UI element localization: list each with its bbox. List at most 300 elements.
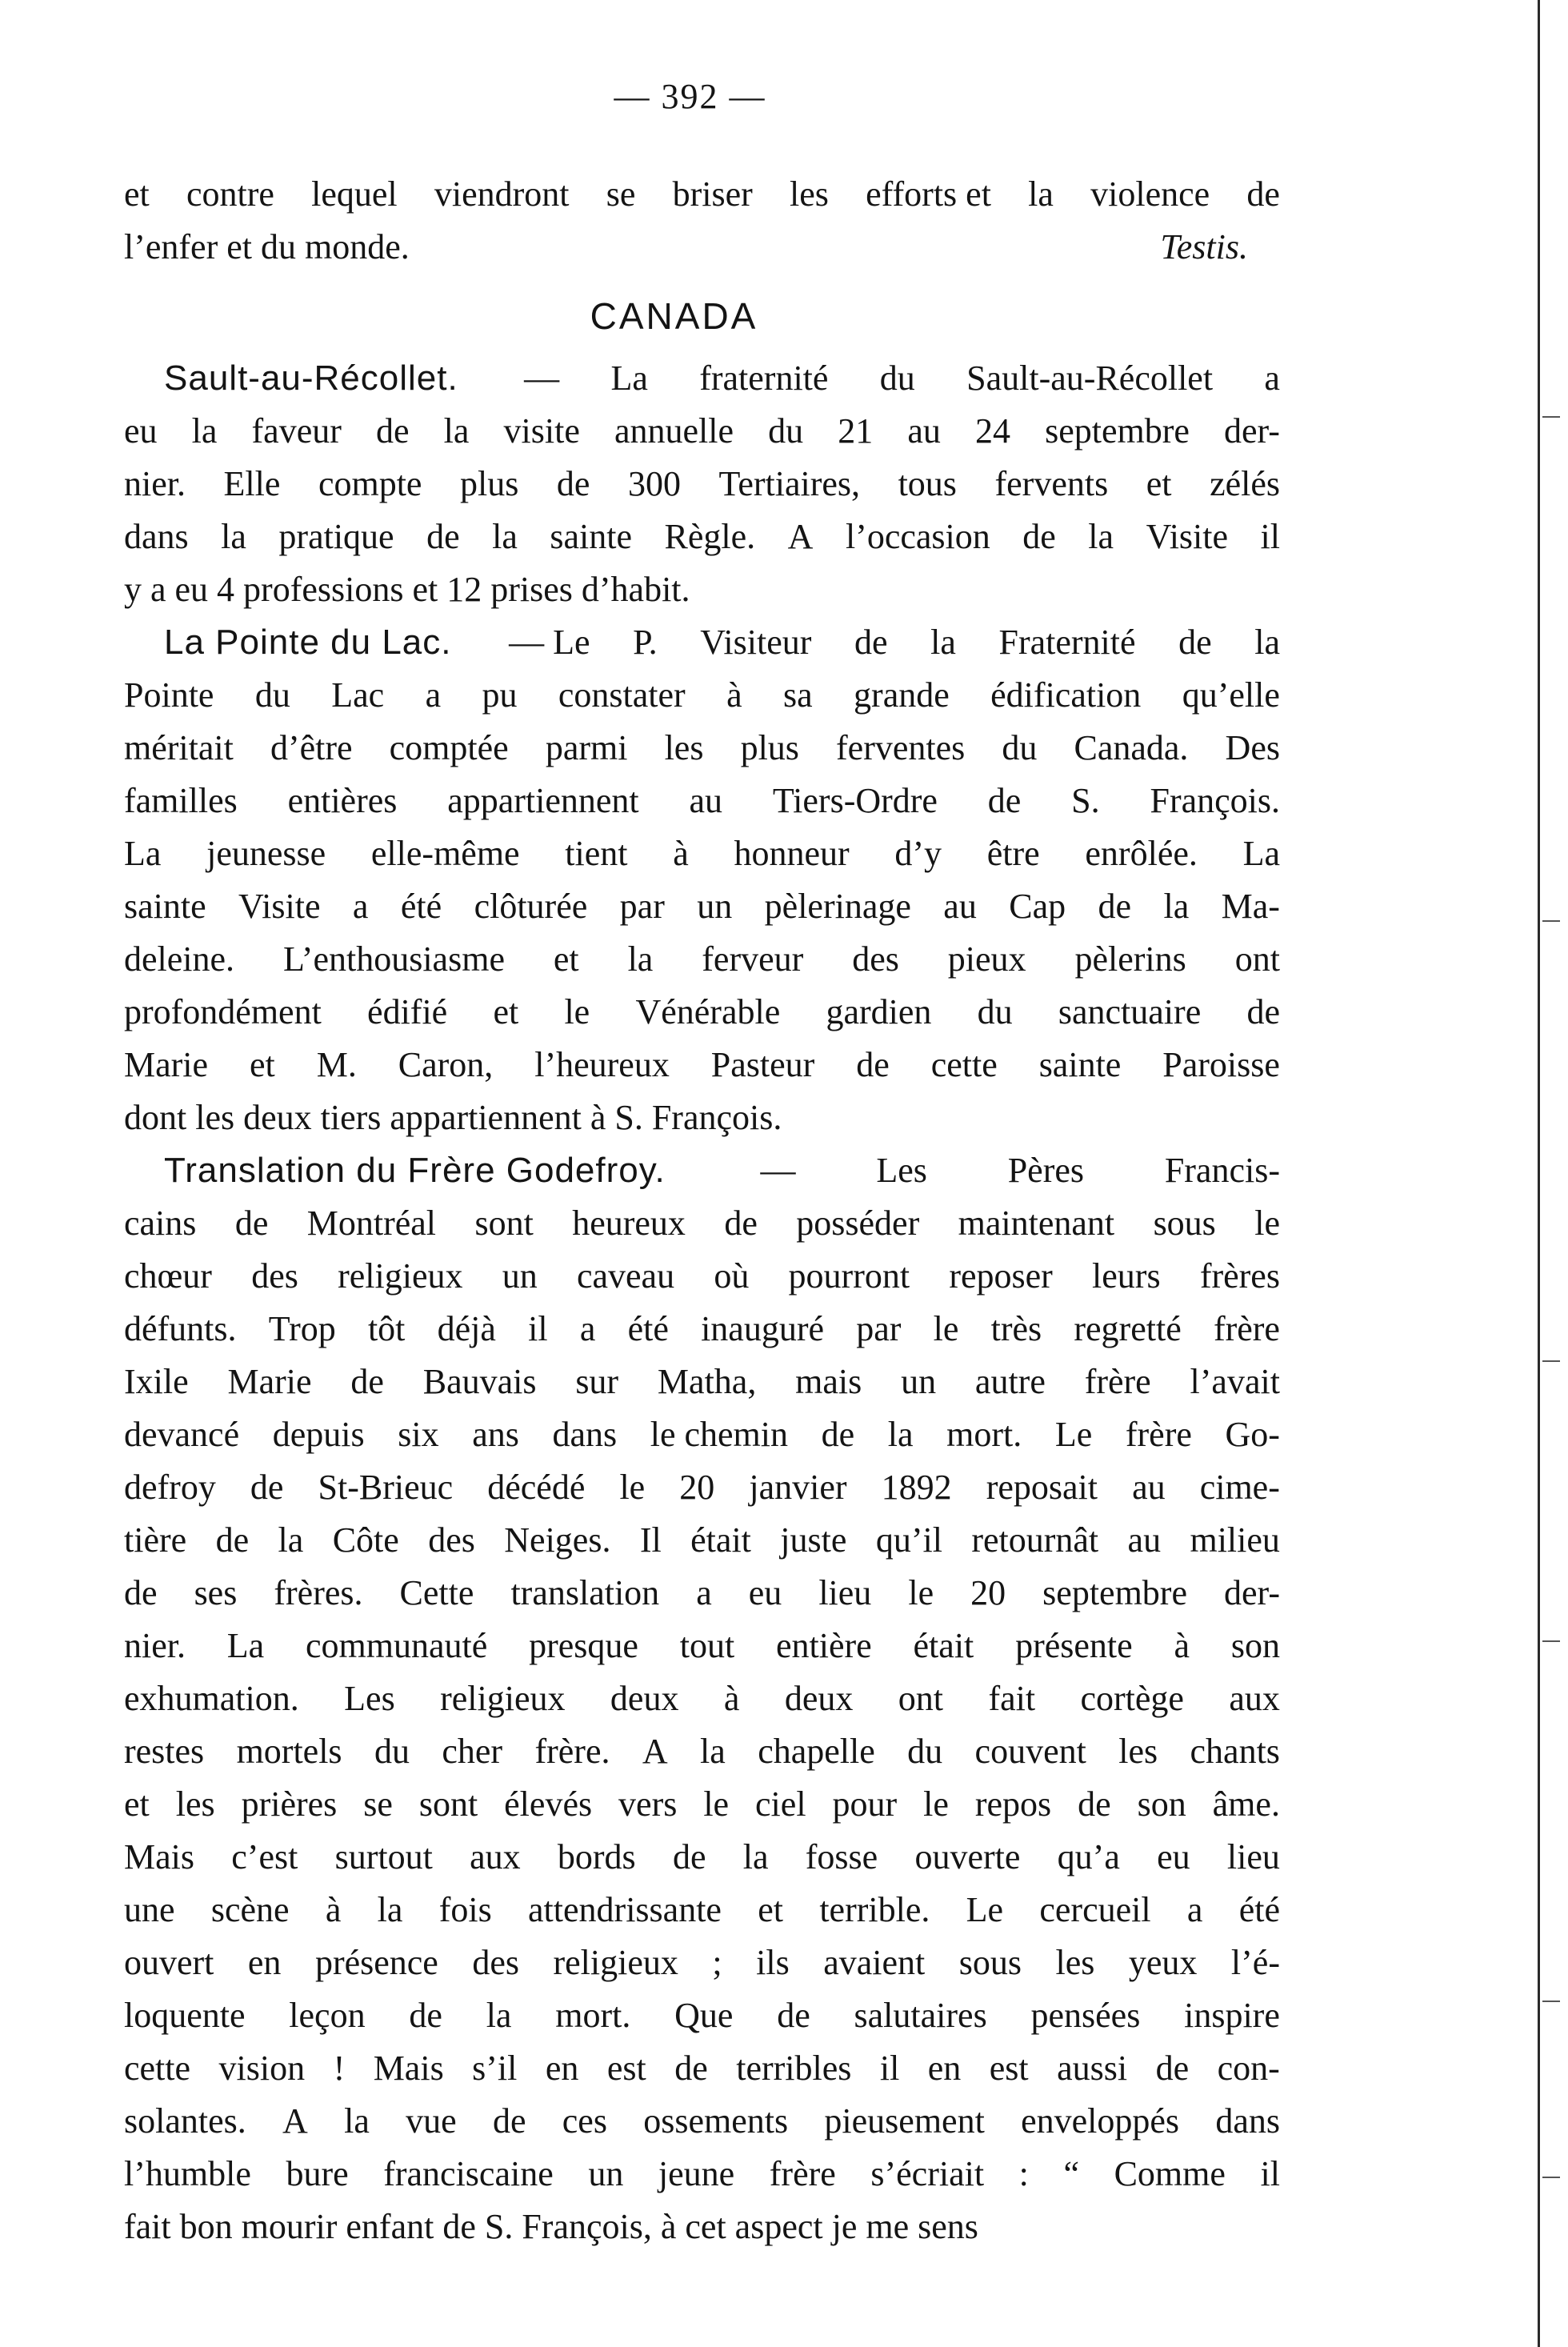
word: L’enthousiasme — [282, 939, 505, 979]
word: efforts et — [866, 174, 991, 214]
word: Pasteur — [710, 1045, 815, 1084]
word: exhumation. — [124, 1679, 299, 1718]
word: constater — [558, 675, 686, 715]
word: de — [215, 1520, 250, 1560]
word: Les — [876, 1151, 927, 1190]
text-line — [124, 1408, 1280, 1461]
word: était — [690, 1520, 751, 1560]
word: retournât — [971, 1520, 1099, 1560]
word: pieux — [947, 939, 1026, 979]
word: à — [325, 1890, 342, 1929]
word: méritait — [124, 728, 234, 767]
word: plus — [460, 464, 519, 503]
word: tière — [124, 1520, 187, 1560]
word: mortels — [236, 1732, 342, 1771]
word: être — [986, 834, 1040, 873]
word: Mais — [124, 1837, 194, 1876]
word: Sault-au-Récollet — [966, 358, 1214, 398]
word: et — [493, 992, 519, 1031]
text-line — [124, 1461, 1280, 1514]
word: aussi — [1057, 2049, 1128, 2088]
text-line — [124, 1778, 1280, 1831]
word: ferventes — [836, 728, 966, 767]
word: l’avait — [1190, 1362, 1280, 1401]
word: à — [1174, 1626, 1190, 1665]
word: tous — [898, 464, 957, 503]
word: profondément — [124, 992, 322, 1031]
word: deux — [784, 1679, 854, 1718]
word: janvier — [749, 1468, 847, 1507]
word: la — [930, 623, 956, 662]
word: parmi — [545, 728, 628, 767]
word: de — [674, 2049, 708, 2088]
word: Trop — [268, 1309, 336, 1348]
word: A — [282, 2101, 308, 2141]
word: ferveur — [702, 939, 804, 979]
word: lieu — [818, 1573, 872, 1612]
text-line — [124, 775, 1280, 827]
word: cime- — [1199, 1468, 1280, 1507]
word: de — [1246, 992, 1280, 1031]
word: présente — [1015, 1626, 1133, 1665]
word: de — [1178, 623, 1212, 662]
word: de — [987, 781, 1022, 820]
word: ses — [194, 1573, 238, 1612]
word: comptée — [389, 728, 509, 767]
word: leurs — [1092, 1256, 1161, 1296]
word: a — [425, 675, 442, 715]
word: de — [350, 1362, 384, 1401]
word: le — [564, 992, 590, 1031]
word: la — [887, 1415, 914, 1454]
word: qu’il — [875, 1520, 942, 1560]
word: Elle — [223, 464, 281, 503]
word: s’il — [472, 2049, 518, 2088]
text-line — [124, 986, 1280, 1039]
word: “ — [1063, 2154, 1079, 2193]
word: heureux — [572, 1204, 686, 1243]
word: sa — [783, 675, 813, 715]
word: décédé — [487, 1468, 586, 1507]
word: La — [1242, 834, 1280, 873]
word: la — [344, 2101, 370, 2141]
word: 24 — [974, 411, 1010, 451]
word: ans — [472, 1415, 519, 1454]
word: en — [247, 1943, 282, 1982]
word: et — [553, 939, 579, 979]
word: Paroisse — [1162, 1045, 1280, 1084]
word: du — [374, 1732, 410, 1771]
word: les — [664, 728, 704, 767]
word: ouvert — [124, 1943, 214, 1982]
word: solantes. — [124, 2101, 246, 2141]
word: Il — [639, 1520, 662, 1560]
word: defroy — [124, 1468, 216, 1507]
word: 21 — [838, 411, 874, 451]
word: Go- — [1225, 1415, 1280, 1454]
word: les — [1055, 1943, 1095, 1982]
edge-speck — [1542, 1360, 1560, 1362]
word: la — [492, 517, 518, 556]
word: par — [856, 1309, 902, 1348]
word: attendrissante — [528, 1890, 722, 1929]
word: Règle. — [664, 517, 756, 556]
word: un — [588, 2154, 624, 2193]
word: posséder — [796, 1204, 920, 1243]
text-line — [124, 2201, 1280, 2253]
text-line — [124, 1567, 1280, 1620]
text-line — [124, 2148, 1280, 2201]
word: depuis — [272, 1415, 365, 1454]
word: maintenant — [958, 1204, 1115, 1243]
word: a — [696, 1573, 712, 1612]
text-line — [124, 405, 1280, 458]
word: franciscaine — [383, 2154, 554, 2193]
text-line — [124, 352, 1280, 405]
word: qu’elle — [1182, 675, 1280, 715]
word: mais — [795, 1362, 862, 1401]
word: un — [697, 887, 733, 926]
word: sainte — [124, 887, 206, 926]
word: enrôlée. — [1085, 834, 1198, 873]
word: de — [1098, 887, 1132, 926]
word: 20 — [679, 1468, 715, 1507]
word: les — [175, 1784, 215, 1824]
word: jeune — [658, 2154, 735, 2193]
word: viendront — [434, 174, 570, 214]
text-line — [124, 221, 1280, 274]
word: Francis- — [1164, 1151, 1280, 1190]
word: la — [191, 411, 218, 451]
word: Les — [344, 1679, 395, 1718]
word: la — [1163, 887, 1190, 926]
word: fervents — [994, 464, 1109, 503]
word: inspire — [1184, 1996, 1280, 2035]
edge-speck — [1542, 416, 1560, 418]
word: un — [502, 1256, 538, 1296]
word: en — [927, 2049, 962, 2088]
word: pu — [482, 675, 518, 715]
word: se — [606, 174, 636, 214]
word: a — [579, 1309, 596, 1348]
word: Le — [1054, 1415, 1093, 1454]
word: contre — [186, 174, 274, 214]
paragraph-heading: Sault-au-Récollet. — [164, 358, 458, 398]
edge-speck — [1542, 2001, 1560, 2002]
word: de — [1246, 174, 1280, 214]
word: religieux — [338, 1256, 463, 1296]
word: Pères — [1007, 1151, 1084, 1190]
page-body — [124, 168, 1280, 2253]
paragraph — [124, 352, 1280, 616]
word: l’é- — [1230, 1943, 1280, 1982]
word: yeux — [1128, 1943, 1198, 1982]
word: cette — [124, 2049, 191, 2088]
word: à — [673, 834, 689, 873]
word: eu — [748, 1573, 782, 1612]
word: défunts. — [124, 1309, 237, 1348]
word: clôturée — [474, 887, 588, 926]
word: édifié — [367, 992, 448, 1031]
word: où — [714, 1256, 750, 1296]
word: enveloppés — [1021, 2101, 1180, 2141]
text-line — [124, 880, 1280, 933]
text-line — [124, 827, 1280, 880]
word: six — [398, 1415, 439, 1454]
word: Côte — [332, 1520, 399, 1560]
word: compte — [318, 464, 422, 503]
section-title: CANADA — [590, 295, 758, 337]
word: âme. — [1212, 1784, 1280, 1824]
word: la — [1028, 174, 1054, 214]
word: au — [1132, 1468, 1166, 1507]
word: der- — [1224, 411, 1280, 451]
word: St-Brieuc — [318, 1468, 454, 1507]
word: été — [400, 887, 442, 926]
word: à — [723, 1679, 740, 1718]
word: se — [363, 1784, 393, 1824]
word: scène — [210, 1890, 290, 1929]
word: le — [703, 1784, 730, 1824]
word: aux — [1229, 1679, 1280, 1718]
word: ; — [712, 1943, 722, 1982]
text-line — [124, 458, 1280, 511]
word: a — [1186, 1890, 1203, 1929]
word: de — [409, 1996, 442, 2035]
word: très — [990, 1309, 1042, 1348]
word: et — [124, 174, 150, 214]
word: Visite — [238, 887, 321, 926]
word: de — [724, 1204, 758, 1243]
word: deleine. — [124, 939, 235, 979]
edge-speck — [1542, 1640, 1560, 1642]
word: cercueil — [1039, 1890, 1151, 1929]
word: de — [672, 1837, 706, 1876]
word: tout — [679, 1626, 735, 1665]
word: la — [221, 517, 246, 556]
word: de — [856, 1045, 890, 1084]
word: de — [234, 1204, 269, 1243]
word: le — [923, 1784, 949, 1824]
word: terrible. — [819, 1890, 930, 1929]
word: été — [627, 1309, 669, 1348]
word: familles — [124, 781, 238, 820]
word: ils — [756, 1943, 790, 1982]
word: La — [610, 358, 648, 398]
word: ont — [1234, 939, 1280, 979]
word: annuelle — [614, 411, 734, 451]
word: : — [1018, 2154, 1029, 2193]
word: le — [1254, 1204, 1280, 1243]
word: terribles — [736, 2049, 852, 2088]
word: d’y — [894, 834, 942, 873]
word: salutaires — [854, 1996, 987, 2035]
word: s’écriait — [870, 2154, 985, 2193]
word: était — [913, 1626, 974, 1665]
word: nier. — [124, 464, 186, 503]
word: de — [777, 1996, 810, 2035]
paragraph — [124, 1144, 1280, 2253]
word: Ixile — [124, 1362, 189, 1401]
word: des — [251, 1256, 298, 1296]
word: Canada. — [1074, 728, 1189, 767]
text-line — [124, 1144, 1280, 1197]
word: son — [1137, 1784, 1186, 1824]
word: La — [226, 1626, 265, 1665]
paragraph-heading: Translation du Frère Godefroy. — [164, 1151, 666, 1190]
word: vision — [218, 2049, 306, 2088]
word: A — [642, 1732, 668, 1771]
text-line — [124, 1514, 1280, 1567]
word: l’occasion — [845, 517, 990, 556]
word: religieux — [553, 1943, 678, 1982]
word: la — [742, 1837, 769, 1876]
text-line — [124, 1039, 1280, 1091]
word: des — [428, 1520, 475, 1560]
word: la — [700, 1732, 726, 1771]
paragraphs — [124, 352, 1280, 2253]
text-line — [124, 1091, 1280, 1144]
word: Tertiaires, — [718, 464, 861, 503]
text-line — [124, 1831, 1280, 1884]
word: dans — [124, 517, 189, 556]
word: der- — [1224, 1573, 1280, 1612]
word: cette — [930, 1045, 998, 1084]
word: tient — [565, 834, 628, 873]
word: au — [943, 887, 977, 926]
word: bure — [286, 2154, 349, 2193]
word: loquente — [124, 1996, 246, 2035]
word: sur — [575, 1362, 619, 1401]
word: et — [124, 1784, 150, 1824]
word: ciel — [755, 1784, 806, 1824]
word: violence — [1090, 174, 1210, 214]
word: fait — [988, 1679, 1036, 1718]
line-text: l’enfer et du monde. — [124, 227, 410, 266]
word: deux — [610, 1679, 679, 1718]
word: devancé — [124, 1415, 240, 1454]
word: du — [977, 992, 1013, 1031]
word: aux — [470, 1837, 521, 1876]
word: il — [879, 2049, 900, 2088]
word: de — [376, 411, 410, 451]
word: gardien — [826, 992, 932, 1031]
word: lieu — [1226, 1837, 1280, 1876]
word: chants — [1190, 1732, 1280, 1771]
word: septembre — [1045, 411, 1190, 451]
word: milieu — [1190, 1520, 1280, 1560]
word: a — [352, 887, 369, 926]
word: con- — [1217, 2049, 1280, 2088]
word: frère — [769, 2154, 836, 2193]
word: frères — [1199, 1256, 1280, 1296]
word: — — [760, 1151, 796, 1190]
word: reposer — [949, 1256, 1053, 1296]
word: faveur — [251, 411, 342, 451]
paragraph — [124, 616, 1280, 1144]
word: d’être — [270, 728, 353, 767]
word: frère — [1213, 1309, 1280, 1348]
word: Neiges. — [504, 1520, 611, 1560]
word: le chemin — [650, 1415, 788, 1454]
word: la — [627, 939, 654, 979]
text-line — [124, 1884, 1280, 1936]
word: sanctuaire — [1058, 992, 1202, 1031]
word: de — [250, 1468, 284, 1507]
word: honneur — [734, 834, 850, 873]
text-line — [124, 2095, 1280, 2148]
word: et — [250, 1045, 275, 1084]
word: — Le — [509, 623, 590, 662]
word: vers — [618, 1784, 678, 1824]
word: pèlerins — [1074, 939, 1186, 979]
word: La — [124, 834, 162, 873]
paragraph-heading: La Pointe du Lac. — [164, 623, 452, 662]
word: du — [879, 358, 915, 398]
word: est — [989, 2049, 1029, 2088]
text-line — [124, 669, 1280, 722]
word: couvent — [974, 1732, 1086, 1771]
word: regretté — [1074, 1309, 1182, 1348]
word: vue — [406, 2101, 457, 2141]
word: au — [689, 781, 723, 820]
word: Le — [966, 1890, 1004, 1929]
text-line — [124, 722, 1280, 775]
word: cains — [124, 1204, 197, 1243]
text-line — [124, 1620, 1280, 1672]
word: dans — [1215, 2101, 1280, 2141]
word: Fraternité — [998, 623, 1136, 662]
word: de — [426, 517, 460, 556]
word: l’humble — [124, 2154, 251, 2193]
word: M. — [316, 1045, 357, 1084]
word: grande — [854, 675, 950, 715]
word: pieusement — [824, 2101, 985, 2141]
word: c’est — [231, 1837, 298, 1876]
word: bords — [557, 1837, 636, 1876]
text-line — [124, 1303, 1280, 1356]
word: une — [124, 1890, 175, 1929]
word: le — [908, 1573, 934, 1612]
word: le — [619, 1468, 646, 1507]
page-number: — 392 — — [614, 77, 766, 116]
word: nier. — [124, 1626, 186, 1665]
word: juste — [780, 1520, 847, 1560]
word: frère — [1084, 1362, 1151, 1401]
word: reposait — [986, 1468, 1098, 1507]
word: la — [1088, 517, 1114, 556]
word: eu — [1157, 1837, 1190, 1876]
word: eu — [124, 411, 158, 451]
word: autre — [974, 1362, 1046, 1401]
word: cortège — [1080, 1679, 1184, 1718]
word: son — [1230, 1626, 1280, 1665]
line-text: dont les deux tiers appartiennent à S. François. — [124, 1098, 782, 1137]
word: pratique — [278, 517, 394, 556]
word: pour — [832, 1784, 898, 1824]
word: — — [524, 358, 560, 398]
word: les — [790, 174, 829, 214]
word: dans — [552, 1415, 618, 1454]
word: presque — [529, 1626, 638, 1665]
word: sont — [474, 1204, 534, 1243]
word: Comme — [1114, 2154, 1226, 2193]
word: entières — [287, 781, 398, 820]
word: Mais — [373, 2049, 444, 2088]
word: plus — [740, 728, 799, 767]
word: François. — [1150, 781, 1280, 820]
page-edge-line — [1538, 0, 1540, 2347]
